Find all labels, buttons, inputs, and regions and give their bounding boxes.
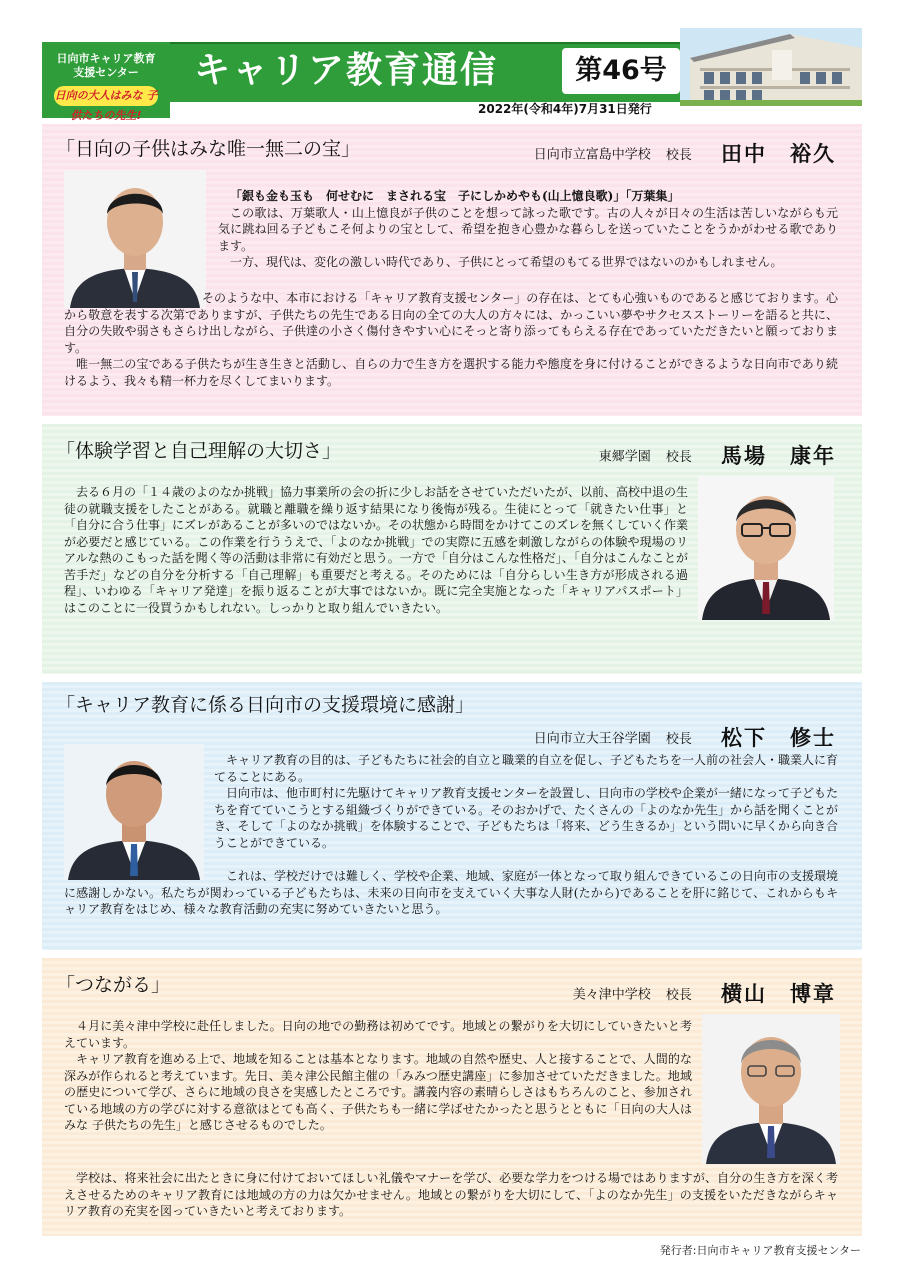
article-paragraph: 去る６月の「１４歳のよのなか挑戦」協力事業所の会の折に少しお話をさせていただいたが、以前、高校中退の生徒の就職支援をしたことがある。就職と離職を繰り返す結果になり後悔が残る。生徒にとって「就きたい仕事」と「自分に合う仕事」にズレがあることが多いのではないか。その状態から時間をかけてこのズレを無くしていく作業が必要だと感じている。この作業を行ううえで、「よのなか挑戦」での実際に五感を刺激しながらの体験や現場のリアルな熱のこもった話を聞く等の活動は非常に有効だと思う。一方で「自分はこんな性格だ」、「自分はこんなことが苦手だ」などの自分を分析する「自己理解」も重要だと考える。そのためには「自分らしい生き方が形成される過程」、いわゆる「キャリア発達」を振り返ることが大事ではないか。既に完全実施となった「キャリアパスポート」はこのことに一役買うかもしれない。しっかりと取り組んでいきたい。 — [64, 485, 689, 615]
article-paragraph: この歌は、万葉歌人・山上憶良が子供のことを想って詠った歌です。古の人々が日々の生活は苦しいながらも元気に跳ね回る子どもこそ何よりの宝として、希望を抱き心豊かな暮らしを送っていたことをうかがわせる歌であります。 — [218, 205, 838, 253]
article-paragraph: そのような中、本市における「キャリア教育支援センター」の存在は、とても心強いものであると感じております。心から敬意を表する次第でありますが、子供たちの先生である日向の全ての大人の方々には、かっこいい夢やサクセスストーリーを語ると共に、自分の失敗や弱さもさらけ出しながら、子供達の小さく傷付きやすい心にそっと寄り添ってもらえる存在であっていただきたいと願っております。 — [64, 291, 838, 355]
article-intro — [214, 752, 838, 851]
author-name: 馬場 康年 — [721, 443, 836, 468]
newsletter-title: キャリア教育通信 — [194, 50, 499, 91]
org-name-line1: 日向市キャリア教育 — [56, 52, 156, 65]
article-author — [534, 722, 836, 752]
publisher-credit: 発行者:日向市キャリア教育支援センター — [659, 1244, 861, 1257]
article-intro — [218, 188, 838, 271]
org-slogan-logo: 日向の大人はみな 子供たちの先生! — [54, 86, 158, 106]
article-body — [64, 868, 838, 918]
newsletter-header — [42, 42, 862, 122]
article-body — [64, 1170, 838, 1220]
school-building-photo — [680, 28, 862, 106]
issue-date: 2022年(令和4年)7月31日発行 — [478, 102, 652, 116]
author-role: 校長 — [665, 449, 692, 465]
article-author — [573, 978, 836, 1008]
author-name: 横山 博章 — [721, 981, 836, 1006]
author-school: 美々津中学校 — [572, 987, 651, 1003]
principal-photo — [702, 1014, 840, 1164]
article-baba — [42, 424, 862, 674]
article-title: 「つながる」 — [56, 974, 171, 996]
author-school: 日向市立富島中学校 — [533, 147, 651, 163]
principal-photo — [64, 744, 204, 880]
article-matsushita — [42, 682, 862, 950]
issue-number: 第46号 — [562, 48, 680, 94]
author-name: 松下 修士 — [721, 725, 836, 750]
article-paragraph: これは、学校だけでは難しく、学校や企業、地域、家庭が一体となって取り組んできているこの日向市の支援環境に感謝しかない。私たちが関わっている子どもたちは、未来の日向市を支えていく大事な人財(たから)であることを肝に銘じて、これからもキャリア教育をはじめ、様々な教育活動の充実に努めていきたいと思う。 — [64, 869, 838, 916]
author-school: 東郷学園 — [598, 449, 651, 465]
principal-photo — [698, 476, 834, 620]
article-quote: 「銀も金も玉も 何せむに まされる宝 子にしかめやも(山上憶良歌)」「万葉集」 — [230, 189, 680, 203]
article-paragraph: 日向市は、他市町村に先駆けてキャリア教育支援センターを設置し、日向市の学校や企業が一緒になって子どもたちを育てていこうとする組織づくりができている。そのおかげで、たくさんの「よのなか先生」から話を聞くことがき、そして「よのなか挑戦」を体験することで、子どもたちは「将来、どう生きるか」という問いに早くから向き合うことができている。 — [214, 786, 838, 850]
article-intro — [64, 1018, 692, 1134]
article-tanaka — [42, 124, 862, 416]
article-paragraph: 唯一無二の宝である子供たちが生き生きと活動し、自らの力で生き方を選択する能力や態度を身に付けることができるような日向市であり続けるよう、我々も精一杯力を尽くしてまいります。 — [64, 357, 838, 388]
author-role: 校長 — [665, 987, 692, 1003]
author-role: 校長 — [665, 731, 692, 747]
principal-photo — [64, 170, 206, 308]
article-author — [534, 138, 836, 168]
article-paragraph: キャリア教育の目的は、子どもたちに社会的自立と職業的自立を促し、子どもたちを一人前の社会人・職業人に育てることにある。 — [214, 753, 839, 784]
article-body — [64, 290, 838, 389]
author-school: 日向市立大王谷学園 — [533, 731, 651, 747]
author-role: 校長 — [665, 147, 692, 163]
article-title: 「キャリア教育に係る日向市の支援環境に感謝」 — [56, 694, 475, 716]
article-author — [599, 440, 836, 470]
article-paragraph: ４月に美々津中学校に赴任しました。日向の地での勤務は初めてです。地域との繋がりを大切にしていきたいと考えています。 — [64, 1019, 692, 1050]
article-title: 「体験学習と自己理解の大切さ」 — [56, 440, 342, 462]
article-yokoyama — [42, 958, 862, 1236]
article-title: 「日向の子供はみな唯一無二の宝」 — [56, 138, 361, 160]
author-name: 田中 裕久 — [721, 141, 836, 166]
org-name-line2: 支援センター — [73, 66, 139, 79]
article-body — [64, 484, 688, 616]
article-paragraph: 学校は、将来社会に出たときに身に付けておいてほしい礼儀やマナーを学び、必要な学力をつける場ではありますが、自分の生き方を深く考えさせるためのキャリア教育には地域の方の力は欠かせません。地域との繋がりを大切にして、「よのなか先生」の支援をいただきながらキャリア教育の充実を図っていきたいと考えております。 — [64, 1171, 838, 1218]
article-paragraph: キャリア教育を進める上で、地域を知ることは基本となります。地域の自然や歴史、人と接することで、人間的な深みが作られると考えています。先日、美々津公民館主催の「みみつ歴史講座」に参加させていただきました。地域の歴史について学び、さらに地域の良さを実感したところです。講義内容の素晴らしさはもちろんのこと、参加されている地域の方の学びに対する意欲はとても高く、子供たちも一緒に学ばせたかったと思うとともに「日向の大人はみな 子供たちの先生」と感じさせるものでした。 — [64, 1052, 692, 1132]
org-badge — [42, 42, 170, 122]
article-paragraph: 一方、現代は、変化の激しい時代であり、子供にとって希望のもてる世界ではないのかもしれません。 — [230, 255, 783, 269]
